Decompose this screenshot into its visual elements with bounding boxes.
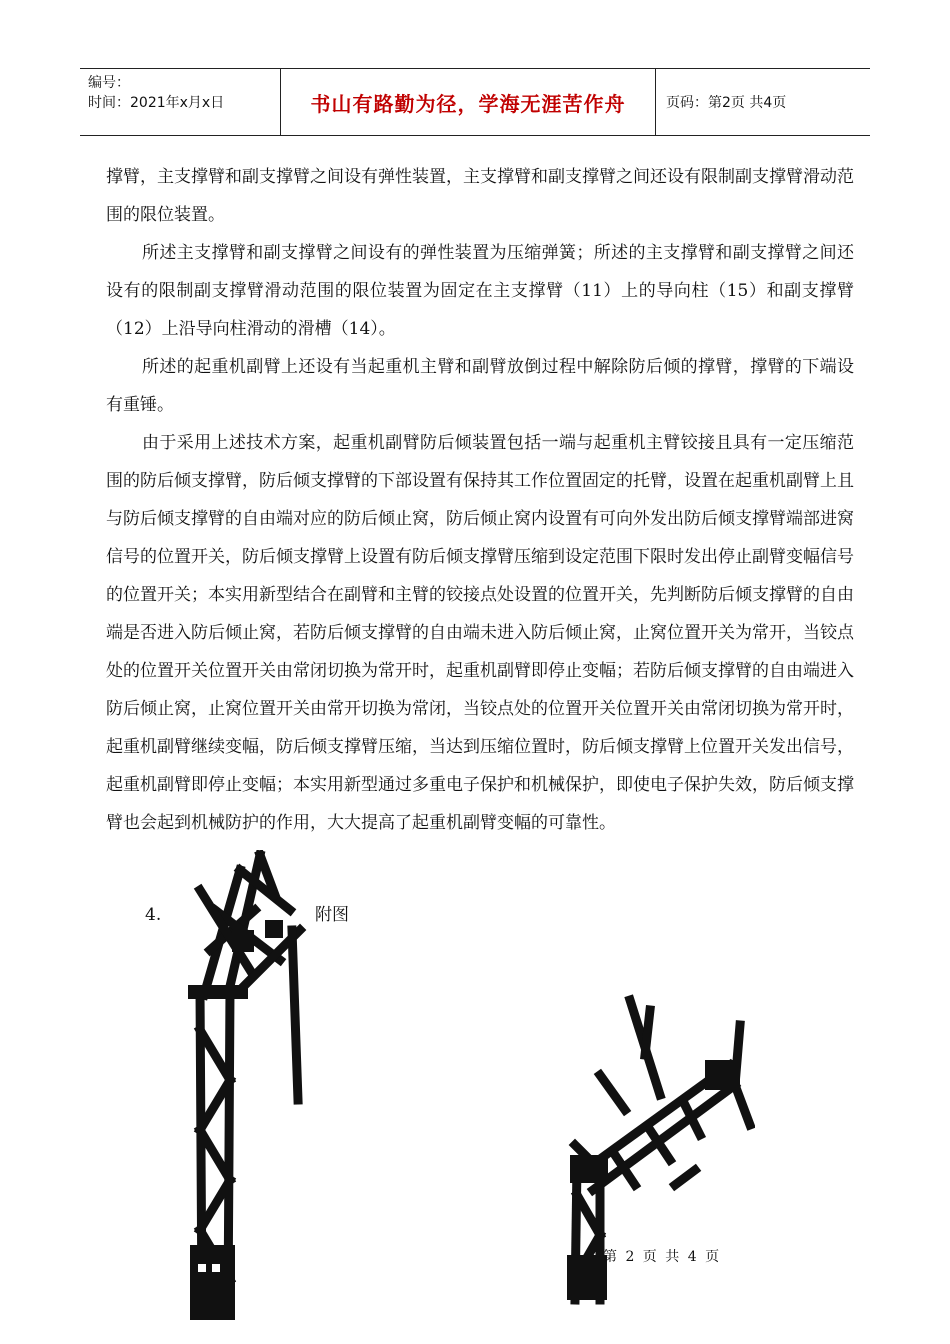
crane-figure-left — [180, 850, 320, 1320]
page-code: 页码：第2页 共4页 — [666, 95, 787, 111]
paragraph-1: 撑臂，主支撑臂和副支撑臂之间设有弹性装置，主支撑臂和副支撑臂之间还设有限制副支撑臂滑动范围的限位装置。 — [106, 167, 854, 225]
header-left-cell — [80, 69, 280, 135]
motto: 书山有路勤为径，学海无涯苦作舟 — [310, 91, 626, 116]
number-label: 编号： — [88, 75, 130, 91]
header-page-cell — [656, 69, 870, 135]
header-motto-cell — [280, 69, 656, 135]
paragraph-4: 由于采用上述技术方案，起重机副臂防后倾装置包括一端与起重机主臂铰接且具有一定压缩范围的防后倾支撑臂，防后倾支撑臂的下部设置有保持其工作位置固定的托臂，设置在起重机副臂上且与防后倾支撑臂的自由端对应的防后倾止窝，防后倾止窝内设置有可向外发出防后倾支撑臂端部进窝信号的位置开关，防后倾支撑臂上设置有防后倾支撑臂压缩到设定范围下限时发出停止副臂变幅信号的位置开关；本实用新型结合在副臂和主臂的铰接点处设置的位置开关，先判断防后倾支撑臂的自由端是否进入防后倾止窝，若防后倾支撑臂的自由端未进入防后倾止窝，止窝位置开关为常开，当铰点处的位置开关位置开关由常闭切换为常开时，起重机副臂即停止变幅；若防后倾支撑臂的自由端进入防后倾止窝，止窝位置开关由常开切换为常闭，当铰点处的位置开关位置开关由常闭切换为常开时，起重机副臂继续变幅，防后倾支撑臂压缩，当达到压缩位置时，防后倾支撑臂上位置开关发出信号，起重机副臂即停止变幅；本实用新型通过多重电子保护和机械保护，即使电子保护失效，防后倾支撑臂也会起到机械防护的作用，大大提高了起重机副臂变幅的可靠性。 — [106, 433, 854, 833]
paragraph-3: 所述的起重机副臂上还设有当起重机主臂和副臂放倒过程中解除防后倾的撑臂，撑臂的下端设有重锤。 — [106, 357, 854, 415]
body-text — [106, 158, 854, 842]
figure-number: 4. — [145, 905, 162, 925]
page-header — [80, 68, 870, 136]
page-footer: 第 2 页 共 4 页 — [603, 1249, 722, 1265]
date-label: 时间：2021年x月x日 — [88, 95, 225, 111]
figure-title: 附图 — [315, 905, 349, 925]
paragraph-2: 所述主支撑臂和副支撑臂之间设有的弹性装置为压缩弹簧；所述的主支撑臂和副支撑臂之间还设有的限制副支撑臂滑动范围的限位装置为固定在主支撑臂（11）上的导向柱（15）和副支撑臂（12）上沿导向柱滑动的滑槽（14）。 — [106, 243, 854, 339]
